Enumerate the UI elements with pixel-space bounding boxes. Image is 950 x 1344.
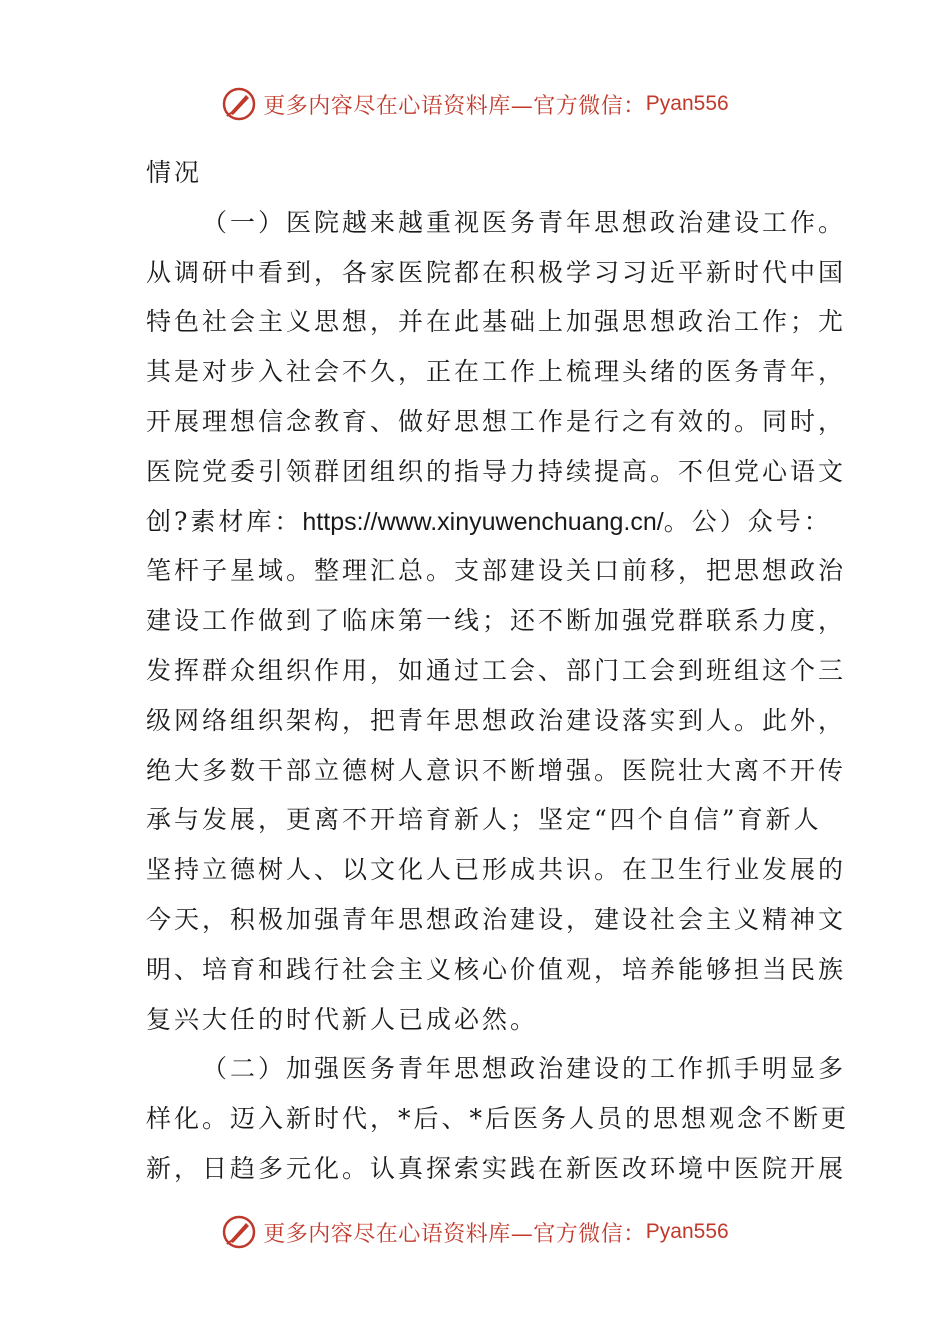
text-line: （一）医院越来越重视医务青年思想政治建设工作。 xyxy=(202,207,847,237)
text-line: （二）加强医务青年思想政治建设的工作抓手明显多 xyxy=(202,1054,847,1084)
footer-banner xyxy=(0,1212,950,1252)
url-prefix: 创?素材库： xyxy=(146,506,303,536)
text-line: 承与发展，更离不开培育新人；坚定“四个自信”育新人 xyxy=(146,805,822,835)
footer-banner-text: 更多内容尽在心语资料库—官方微信： xyxy=(263,1221,646,1247)
text-line-with-url xyxy=(146,497,832,547)
text-line: 今天，积极加强青年思想政治建设，建设社会主义精神文 xyxy=(146,904,847,934)
text-line: 坚持立德树人、以文化人已形成共识。在卫生行业发展的 xyxy=(146,855,847,885)
text-line: 样化。迈入新时代，*后、*后医务人员的思想观念不断更 xyxy=(146,1104,850,1134)
text-line: 绝大多数干部立德树人意识不断增强。医院壮大离不开传 xyxy=(146,755,847,785)
footer-banner-id: Pyan556 xyxy=(645,1220,729,1243)
text-line: 新，日趋多元化。认真探索实践在新医改环境中医院开展 xyxy=(146,1153,847,1183)
header-banner-text: 更多内容尽在心语资料库—官方微信： xyxy=(263,93,646,119)
quill-logo-icon xyxy=(221,1214,257,1250)
text-line: 从调研中看到，各家医院都在积极学习习近平新时代中国 xyxy=(146,257,847,287)
text-line: 开展理想信念教育、做好思想工作是行之有效的。同时， xyxy=(146,406,847,436)
document-body xyxy=(146,148,850,1194)
text-line: 特色社会主义思想，并在此基础上加强思想政治工作；尤 xyxy=(146,307,847,337)
header-banner-id: Pyan556 xyxy=(645,92,729,115)
text-line: 情况 xyxy=(146,158,203,187)
url-suffix: 。公）众号： xyxy=(663,506,832,536)
text-line: 笔杆子星域。整理汇总。支部建设关口前移，把思想政治 xyxy=(146,556,847,586)
text-line: 级网络组织架构，把青年思想政治建设落实到人。此外， xyxy=(146,705,847,735)
quill-logo-icon xyxy=(221,86,257,122)
text-line: 其是对步入社会不久，正在工作上梳理头绪的医务青年， xyxy=(146,357,847,387)
text-line: 建设工作做到了临床第一线；还不断加强党群联系力度， xyxy=(146,606,847,636)
header-banner xyxy=(0,84,950,124)
text-line: 复兴大任的时代新人已成必然。 xyxy=(146,1004,539,1034)
text-line: 明、培育和践行社会主义核心价值观，培养能够担当民族 xyxy=(146,954,847,984)
text-line: 发挥群众组织作用，如通过工会、部门工会到班组这个三 xyxy=(146,655,847,685)
text-line: 医院党委引领群团组织的指导力持续提高。不但党心语文 xyxy=(146,456,847,486)
url-text: https://www.xinyuwenchuang.cn/ xyxy=(302,507,664,536)
